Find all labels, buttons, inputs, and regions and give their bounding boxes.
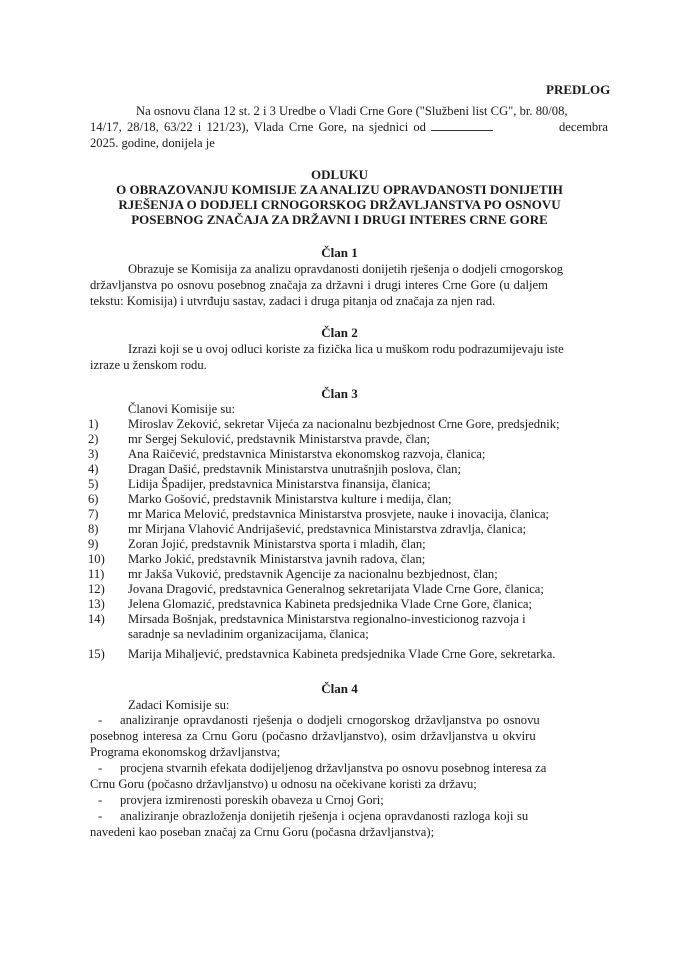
member-entry: Dragan Dašić, predstavnik Ministarstva unutrašnjih poslova, član; xyxy=(128,462,461,476)
article-text: izraze u ženskom rodu. xyxy=(90,358,207,372)
member-entry: Miroslav Zeković, sekretar Vijeća za nacionalnu bezbjednost Crne Gore, predsjednik; xyxy=(128,417,560,431)
member-entry: Mirsada Bošnjak, predstavnica Ministarstva regionalno-investicionog razvoja i xyxy=(128,612,526,626)
member-entry: mr Jakša Vuković, predstavnik Agencije za nacionalnu bezbjednost, član; xyxy=(128,567,498,581)
member-number: 4) xyxy=(88,462,99,476)
article-heading: Član 4 xyxy=(321,681,358,696)
member-number: 12) xyxy=(88,582,105,596)
article-text: državljanstva po osnovu posebnog značaja za državni i drugi interes Crne Gore (u daljem xyxy=(90,278,548,292)
task-text: posebnog interesa za Crnu Goru (počasno državljanstvo), osim državljanstva u okviru xyxy=(90,729,536,743)
bullet-dash: - xyxy=(98,793,103,807)
member-number: 14) xyxy=(88,612,105,626)
proposal-label: PREDLOG xyxy=(546,82,611,97)
member-entry: mr Sergej Sekulović, predstavnik Ministarstva pravde, član; xyxy=(128,432,430,446)
member-entry: Marko Gošović, predstavnik Ministarstva kulture i medija, član; xyxy=(128,492,452,506)
member-number: 5) xyxy=(88,477,99,491)
member-entry: Marija Mihaljević, predstavnica Kabineta predsjednika Vlade Crne Gore, sekretarka. xyxy=(128,647,556,661)
article-text: Izrazi koji se u ovoj odluci koriste za fizička lica u muškom rodu podrazumijevaju iste xyxy=(128,342,564,356)
member-entry: Zoran Jojić, predstavnik Ministarstva sporta i mladih, član; xyxy=(128,537,426,551)
task-text: analiziranje opravdanosti rješenja o dodjeli crnogorskog državljanstva po osnovu xyxy=(120,713,540,727)
article-text: Zadaci Komisije su: xyxy=(128,698,230,712)
task-text: provjera izmirenosti poreskih obaveza u Crnoj Gori; xyxy=(120,793,384,807)
member-number: 10) xyxy=(88,552,105,566)
task-text: Crnu Goru (počasno državljanstvo) u odnosu na očekivane koristi za državu; xyxy=(90,777,477,791)
member-number: 15) xyxy=(88,647,105,661)
member-number: 8) xyxy=(88,522,99,536)
date-blank xyxy=(431,120,493,131)
preamble-line: 14/17, 28/18, 63/22 i 121/23), Vlada Crne Gore, na sjednici od xyxy=(90,120,493,135)
member-entry: saradnje sa nevladinim organizacijama, članica; xyxy=(128,627,369,641)
preamble-line: Na osnovu člana 12 st. 2 i 3 Uredbe o Vladi Crne Gore ("Službeni list CG", br. 80/08, xyxy=(136,104,568,118)
preamble-line-end: decembra xyxy=(559,120,608,134)
title-line: RJEŠENJA O DODJELI CRNOGORSKOG DRŽAVLJANSTVA PO OSNOVU xyxy=(118,197,561,212)
member-number: 1) xyxy=(88,417,99,431)
member-entry: mr Marica Melović, predstavnica Ministarstva prosvjete, nauke i inovacija, članica; xyxy=(128,507,550,521)
preamble-line: 2025. godine, donijela je xyxy=(90,136,215,150)
member-number: 7) xyxy=(88,507,99,521)
task-text: analiziranje obrazloženja donijetih rješenja i ocjena opravdanosti razloga koji su xyxy=(120,809,529,823)
bullet-dash: - xyxy=(98,809,103,823)
member-number: 6) xyxy=(88,492,99,506)
member-entry: Jelena Glomazić, predstavnica Kabineta predsjednika Vlade Crne Gore, članica; xyxy=(128,597,532,611)
title-line: O OBRAZOVANJU KOMISIJE ZA ANALIZU OPRAVDANOSTI DONIJETIH xyxy=(116,182,563,197)
title-line: POSEBNOG ZNAČAJA ZA DRŽAVNI I DRUGI INTERES CRNE GORE xyxy=(131,212,548,227)
article-text: tekstu: Komisija) i utvrđuju sastav, zadaci i druga pitanja od značaja za njen rad. xyxy=(90,294,496,308)
bullet-dash: - xyxy=(98,761,103,775)
bullet-dash: - xyxy=(98,713,103,727)
task-text: Programa ekonomskog državljanstva; xyxy=(90,745,281,759)
article-text: Članovi Komisije su: xyxy=(128,402,236,416)
member-entry: Marko Jokić, predstavnik Ministarstva javnih radova, član; xyxy=(128,552,426,566)
task-text: procjena stvarnih efekata dodijeljenog državljanstva po osnovu posebnog interesa za xyxy=(120,761,547,775)
member-number: 9) xyxy=(88,537,99,551)
task-text: navedeni kao poseban značaj za Crnu Goru (počasna državljanstva); xyxy=(90,825,435,839)
article-text: Obrazuje se Komisija za analizu opravdanosti donijetih rješenja o dodjeli crnogorskog xyxy=(128,262,564,276)
member-entry: Jovana Dragović, predstavnica Generalnog sekretarijata Vlade Crne Gore, članica; xyxy=(128,582,544,596)
member-number: 11) xyxy=(88,567,105,581)
member-number: 13) xyxy=(88,597,105,611)
article-heading: Član 1 xyxy=(321,245,358,260)
member-number: 3) xyxy=(88,447,99,461)
member-entry: mr Mirjana Vlahović Andrijašević, predstavnica Ministarstva zdravlja, članica; xyxy=(128,522,527,536)
member-number: 2) xyxy=(88,432,99,446)
title-line: ODLUKU xyxy=(310,167,369,182)
article-heading: Član 2 xyxy=(321,325,358,340)
member-entry: Lidija Špadijer, predstavnica Ministarstva finansija, članica; xyxy=(128,477,431,491)
article-heading: Član 3 xyxy=(321,386,358,401)
member-entry: Ana Raičević, predstavnica Ministarstva ekonomskog razvoja, članica; xyxy=(128,447,486,461)
